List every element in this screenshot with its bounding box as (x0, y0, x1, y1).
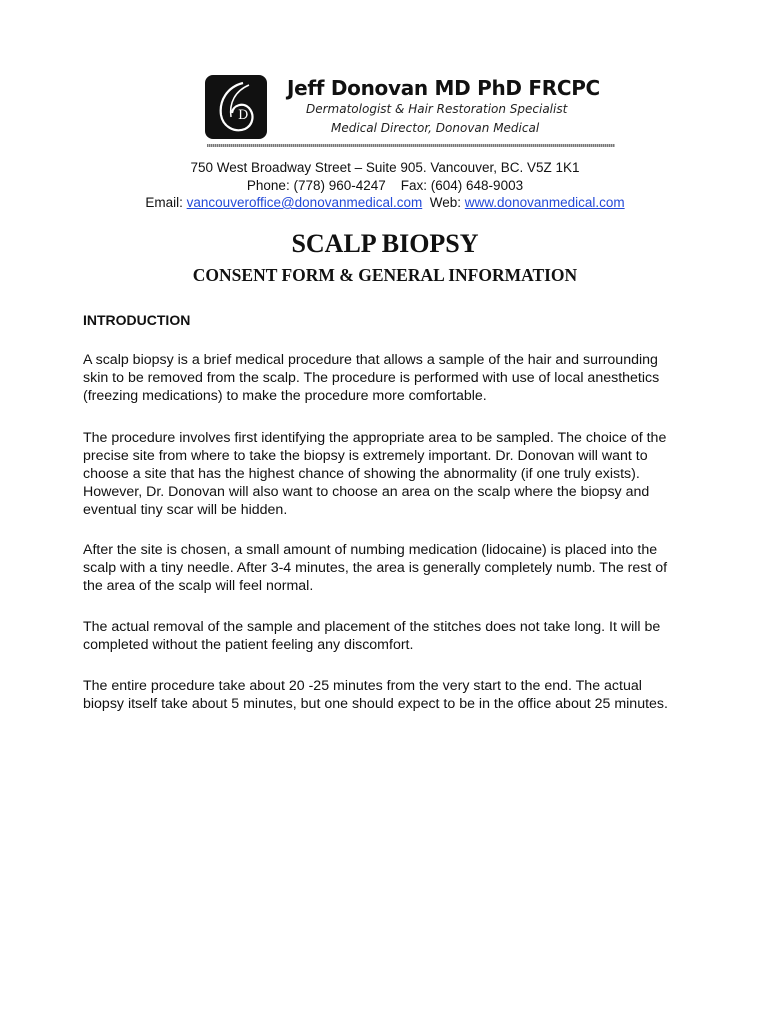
web-link[interactable]: www.donovanmedical.com (464, 195, 625, 210)
paragraph-line: precise site from where to take the biopsy is extremely important. Dr. Donovan will want to (83, 448, 648, 464)
paragraph-2 (83, 429, 723, 519)
doctor-specialty: Dermatologist & Hair Restoration Specialist (306, 102, 568, 116)
paragraph-1 (83, 351, 723, 405)
paragraph-line: choose a site that has the highest chance of showing the abnormality (if one truly exists). (83, 466, 640, 482)
paragraph-4 (83, 618, 723, 654)
email-link[interactable]: vancouveroffice@donovanmedical.com (186, 195, 423, 210)
paragraph-line: The entire procedure take about 20 -25 minutes from the very start to the end. The actual (83, 678, 642, 694)
letterhead (0, 0, 770, 160)
email-label: Email: (145, 195, 183, 210)
paragraph-line: skin to be removed from the scalp. The procedure is performed with use of local anesthetics (83, 370, 660, 386)
phone-fax-text: Phone: (778) 960-4247 Fax: (604) 648-9003 (246, 178, 524, 193)
paragraph-line: eventual tiny scar will be hidden. (83, 502, 288, 518)
document-subtitle: CONSENT FORM & GENERAL INFORMATION (192, 265, 578, 285)
paragraph-5 (83, 677, 723, 713)
doctor-name: Jeff Donovan MD PhD FRCPC (287, 76, 600, 100)
header-divider (207, 144, 615, 147)
logo-letter: D (238, 108, 249, 123)
address-line: 750 West Broadway Street – Suite 905. Vancouver, BC. V5Z 1K1 (190, 160, 580, 175)
paragraph-line: However, Dr. Donovan will also want to choose an area on the scalp where the biopsy and (83, 484, 650, 500)
doctor-role: Medical Director, Donovan Medical (331, 121, 540, 135)
paragraph-line: The actual removal of the sample and placement of the stitches does not take long. It will be (83, 619, 661, 635)
paragraph-line: biopsy itself take about 5 minutes, but one should expect to be in the office about 25 minutes. (83, 696, 668, 712)
email-web-line (0, 195, 770, 210)
paragraph-line: A scalp biopsy is a brief medical procedure that allows a sample of the hair and surrounding (83, 352, 658, 368)
paragraph-line: The procedure involves first identifying the appropriate area to be sampled. The choice of the (83, 430, 667, 446)
document-title: SCALP BIOPSY (291, 229, 479, 258)
paragraph-line: scalp with a tiny needle. After 3-4 minutes, the area is generally completely numb. The rest of (83, 560, 668, 576)
paragraph-line: completed without the patient feeling any discomfort. (83, 637, 414, 653)
web-label: Web: (429, 195, 462, 210)
section-heading: INTRODUCTION (83, 312, 191, 328)
paragraph-3 (83, 541, 723, 595)
donovan-medical-logo-icon (205, 75, 267, 139)
paragraph-line: (freezing medications) to make the procedure more comfortable. (83, 388, 487, 404)
paragraph-line: the area of the scalp will feel normal. (83, 578, 314, 594)
paragraph-line: After the site is chosen, a small amount of numbing medication (lidocaine) is placed into the (83, 542, 658, 558)
phone-fax-line (0, 178, 770, 193)
